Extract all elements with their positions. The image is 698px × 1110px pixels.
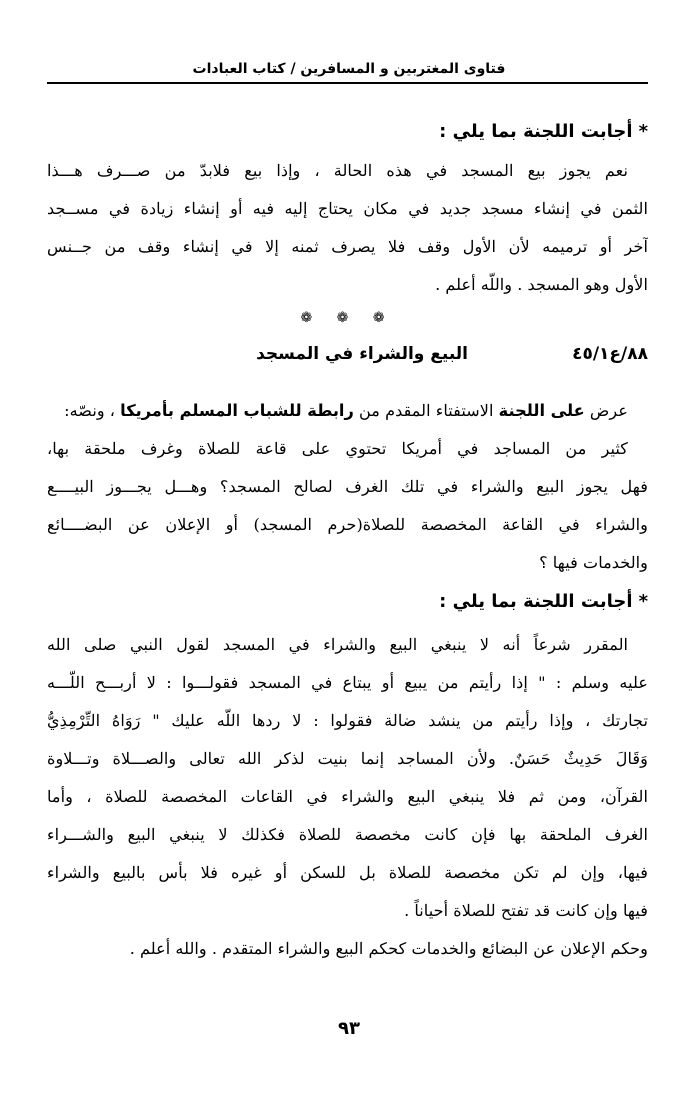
answer-heading-1 [47,112,648,152]
bullet-star-icon: * [638,591,648,612]
intro-prefix: عرض [584,401,628,420]
text-line: الغرف الملحقة بها فإن كانت مخصصة للصلاة فكذلك لا ينبغي البيع والشـــراء [47,825,648,844]
fatwa-title-row [47,332,648,376]
text-line: المقرر شرعاً أنه لا ينبغي البيع والشراء في المسجد لقول النبي صلى الله [47,635,628,654]
text-line: تجارتك ، وإذا رأيتم من ينشد ضالة فقولوا : لا ردها اللّه عليك " رَوَاهُ التِّرْمِذِيُّ [47,711,648,730]
text-line: كثير من المساجد في أمريكا تحتوي على قاعة للصلاة وغرف ملحقة بها، [47,439,628,458]
fatwa-reference: ٨٨/ع٤٥/١ [572,344,648,364]
page-body [47,112,648,968]
text-line: والشراء في القاعة المخصصة للصلاة(حرم المسجد) أو الإعلان عن البضــــائع [47,515,648,534]
answer-heading-2 [47,582,648,622]
answer-paragraph-2 [47,626,648,968]
text-line: آخر أو ترميمه لأن الأول وقف فلا يصرف ثمنه إلا في إنشاء وقف من جــنس [47,237,648,256]
text-line: القرآن، ومن ثم فلا ينبغي البيع والشراء في القاعات المخصصة للصلاة ، وأما [47,787,648,806]
text-line: نعم يجوز بيع المسجد في هذه الحالة ، وإذا بيع فلابدّ من صـــرف هـــذا [47,161,628,180]
page-number: ٩٣ [338,1018,360,1039]
bullet-star-icon: * [638,121,648,142]
text-line: عليه وسلم : " إذا رأيتم من يبيع أو يبتاع في المسجد فقولـــوا : لا أربـــح اللّـــه [47,673,648,692]
intro-mid: الاستفتاء المقدم من [353,401,499,420]
spacer [47,376,648,392]
question-intro [47,392,648,430]
intro-organization: رابطة للشباب المسلم بأمريكا [120,401,354,420]
text-line: فيها، وإن لم تكن مخصصة للصلاة بل للسكن أو غيره فلا بأس بالبيع والشراء [47,863,648,882]
answer-paragraph-1 [47,152,648,304]
text-line: فهل يجوز البيع والشراء في تلك الغرف لصالح المسجد؟ وهـــل يجـــوز البيــــع [47,477,648,496]
text-line: والخدمات فيها ؟ [539,553,648,572]
header-rule [47,82,648,84]
fatwa-title: البيع والشراء في المسجد [256,344,468,364]
text-line: الثمن في إنشاء مسجد جديد في مكان يحتاج إليه فيه أو إنشاء زيادة في مســجد [47,199,648,218]
answer-heading-text: أجابت اللجنة بما يلي : [439,591,633,612]
intro-suffix: ، ونصّه: [64,401,121,420]
text-line: الأول وهو المسجد . واللّه أعلم . [435,275,648,294]
text-line: وَقَالَ حَدِيثٌ حَسَنٌ. ولأن المساجد إنما بنيت لذكر الله تعالى والصـــلاة وتـــلاوة [47,749,648,768]
text-line: فيها وإن كانت قد تفتح للصلاة أحياناً . [404,901,648,920]
ornament-separator: ❁ ❁ ❁ [300,310,395,326]
running-header: فتاوى المغتربين و المسافرين / كتاب العبادات [192,61,506,77]
answer-heading-text: أجابت اللجنة بما يلي : [439,121,633,142]
text-line: وحكم الإعلان عن البضائع والخدمات كحكم البيع والشراء المتقدم . والله أعلم . [129,939,648,958]
question-paragraph [47,392,648,582]
intro-committee: على اللجنة [498,401,585,420]
